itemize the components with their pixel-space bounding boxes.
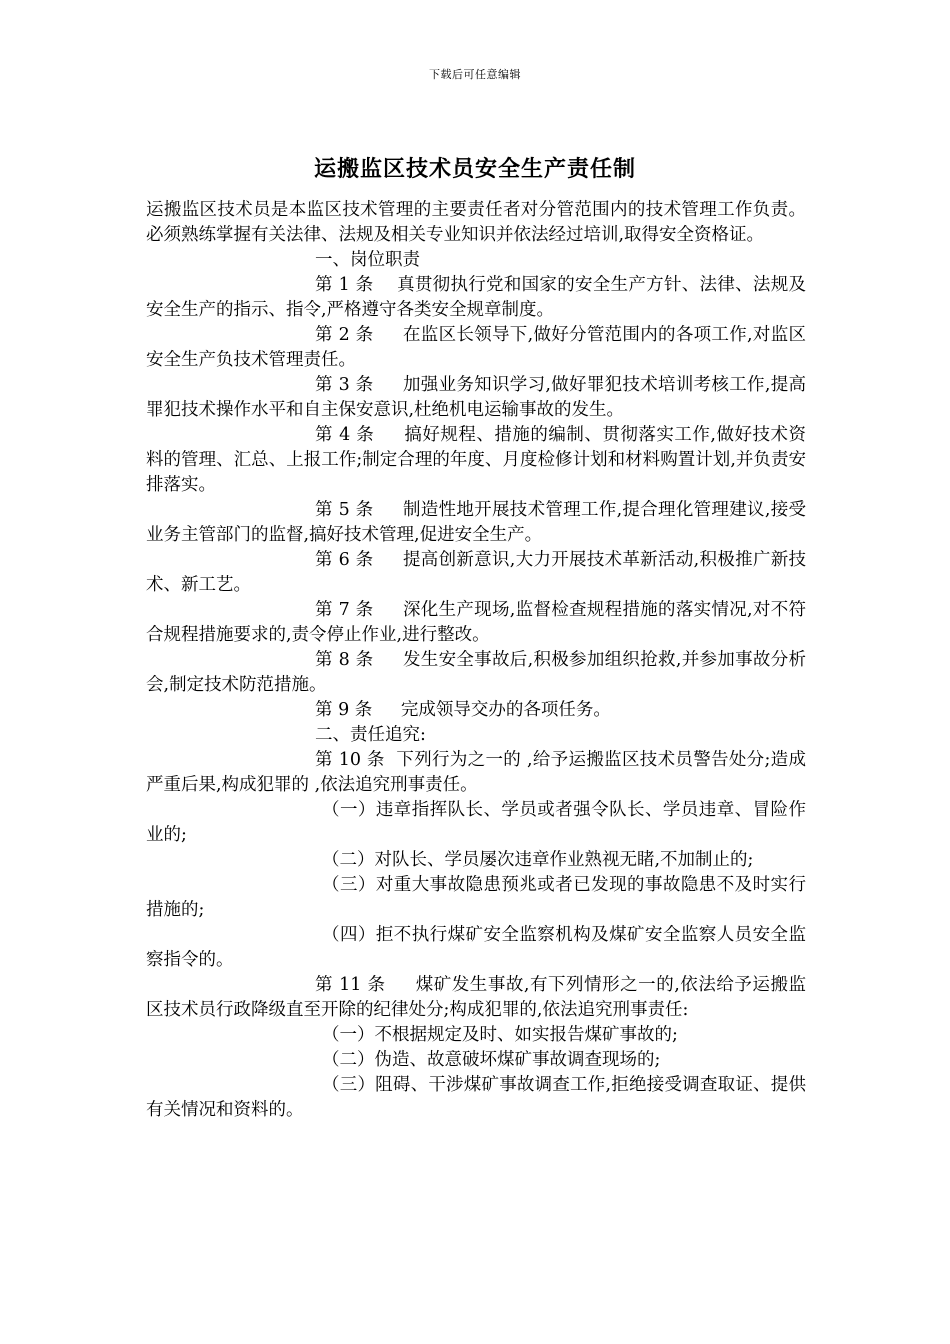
article-10-item-2: （二）对队长、学员屡次违章作业熟视无睹,不加制止的; [322, 850, 754, 870]
document-title: 运搬监区技术员安全生产责任制 [313, 156, 636, 182]
header-note: 下载后可任意编辑 [429, 68, 521, 81]
article-11: 第 11 条 煤矿发生事故,有下列情形之一的,依法给予运搬监区技术员行政降级直至开除的纪律处分;构成犯罪的,依法追究刑事责任: [146, 975, 806, 1020]
article-7: 第 7 条 深化生产现场,监督检查规程措施的落实情况,对不符合规程措施要求的,责令停止作业,进行整改。 [146, 600, 806, 645]
section-heading-duties: 一、岗位职责 [315, 250, 420, 270]
document-body [146, 198, 806, 1123]
article-3: 第 3 条 加强业务知识学习,做好罪犯技术培训考核工作,提高罪犯技术操作水平和自主保安意识,杜绝机电运输事故的发生。 [146, 375, 806, 420]
article-9: 第 9 条 完成领导交办的各项任务。 [315, 700, 611, 720]
article-11-item-3: （三）阻碍、干涉煤矿事故调查工作,拒绝接受调查取证、提供有关情况和资料的。 [146, 1075, 806, 1120]
article-4: 第 4 条 搞好规程、措施的编制、贯彻落实工作,做好技术资料的管理、汇总、上报工作;制定合理的年度、月度检修计划和材料购置计划,并负责安排落实。 [146, 425, 806, 495]
article-10-item-1: （一）违章指挥队长、学员或者强令队长、学员违章、冒险作业的; [146, 800, 806, 845]
article-6: 第 6 条 提高创新意识,大力开展技术革新活动,积极推广新技术、新工艺。 [146, 550, 806, 595]
article-2: 第 2 条 在监区长领导下,做好分管范围内的各项工作,对监区安全生产负技术管理责任。 [146, 325, 806, 370]
article-11-item-1: （一）不根据规定及时、如实报告煤矿事故的; [322, 1025, 678, 1045]
paragraph-intro: 运搬监区技术员是本监区技术管理的主要责任者对分管范围内的技术管理工作负责。必须熟练掌握有关法律、法规及相关专业知识并依法经过培训,取得安全资格证。 [146, 200, 806, 245]
section-heading-accountability: 二、责任追究: [315, 725, 426, 745]
article-10-item-4: （四）拒不执行煤矿安全监察机构及煤矿安全监察人员安全监察指令的。 [146, 925, 806, 970]
article-8: 第 8 条 发生安全事故后,积极参加组织抢救,并参加事故分析会,制定技术防范措施。 [146, 650, 806, 695]
article-11-item-2: （二）伪造、故意破坏煤矿事故调查现场的; [322, 1050, 661, 1070]
article-10: 第 10 条 下列行为之一的 ,给予运搬监区技术员警告处分;造成严重后果,构成犯罪的 ,依法追究刑事责任。 [146, 750, 806, 795]
article-1: 第 1 条 真贯彻执行党和国家的安全生产方针、法律、法规及安全生产的指示、指令,严格遵守各类安全规章制度。 [146, 275, 806, 320]
article-5: 第 5 条 制造性地开展技术管理工作,提合理化管理建议,接受业务主管部门的监督,搞好技术管理,促进安全生产。 [146, 500, 806, 545]
article-10-item-3: （三）对重大事故隐患预兆或者已发现的事故隐患不及时实行措施的; [146, 875, 806, 920]
